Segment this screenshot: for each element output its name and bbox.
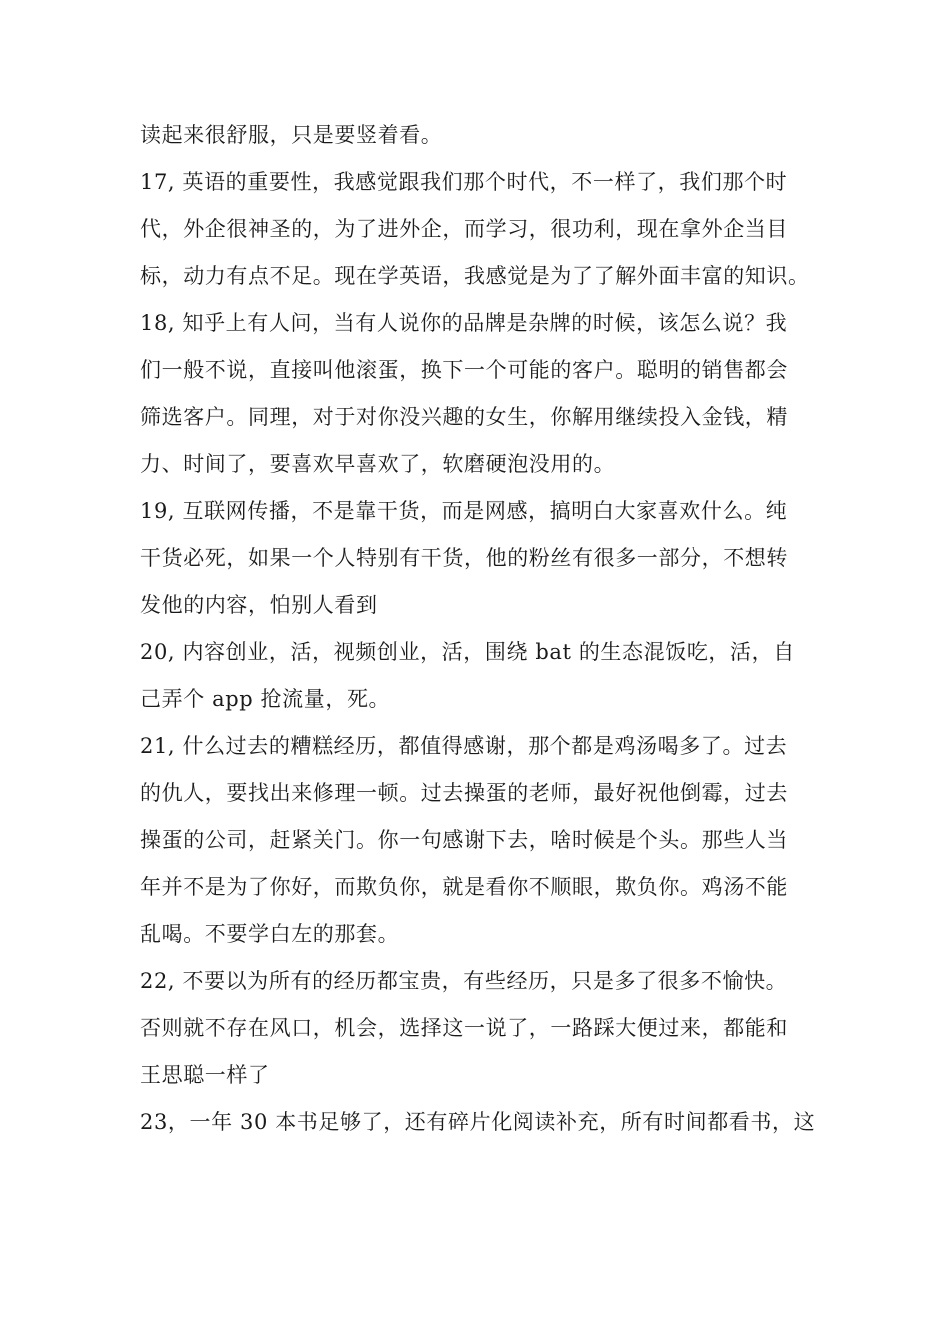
text-line: 23，一年 30 本书足够了，还有碎片化阅读补充，所有时间都看书，这 xyxy=(140,1110,816,1134)
text-line: 操蛋的公司，赶紧关门。你一句感谢下去，啥时候是个头。那些人当 xyxy=(140,828,788,852)
text-line: 19, 互联网传播，不是靠干货，而是网感，搞明白大家喜欢什么。纯 xyxy=(140,499,788,523)
text-line: 20, 内容创业，活，视频创业，活，围绕 bat 的生态混饭吃，活，自 xyxy=(140,640,795,664)
text-line: 们一般不说，直接叫他滚蛋，换下一个可能的客户。聪明的销售都会 xyxy=(140,358,788,382)
text-line: 代，外企很神圣的，为了进外企，而学习，很功利，现在拿外企当目 xyxy=(140,217,788,241)
text-line: 21, 什么过去的糟糕经历，都值得感谢，那个都是鸡汤喝多了。过去 xyxy=(140,734,788,758)
text-line: 发他的内容，怕别人看到 xyxy=(140,593,378,617)
text-line: 乱喝。不要学白左的那套。 xyxy=(140,922,400,946)
text-line: 18, 知乎上有人问，当有人说你的品牌是杂牌的时候，该怎么说？我 xyxy=(140,311,788,335)
text-line: 标，动力有点不足。现在学英语，我感觉是为了了解外面丰富的知识。 xyxy=(140,264,810,288)
text-line: 17, 英语的重要性，我感觉跟我们那个时代，不一样了，我们那个时 xyxy=(140,170,788,194)
text-line: 力、时间了，要喜欢早喜欢了，软磨硬泡没用的。 xyxy=(140,452,616,476)
text-line: 的仇人，要找出来修理一顿。过去操蛋的老师，最好祝他倒霉，过去 xyxy=(140,781,788,805)
text-line: 己弄个 app 抢流量，死。 xyxy=(140,687,391,711)
text-line: 22, 不要以为所有的经历都宝贵，有些经历，只是多了很多不愉快。 xyxy=(140,969,788,993)
text-line: 王思聪一样了 xyxy=(140,1063,270,1087)
text-line: 读起来很舒服，只是要竖着看。 xyxy=(140,123,443,147)
text-line: 干货必死，如果一个人特别有干货，他的粉丝有很多一部分，不想转 xyxy=(140,546,788,570)
text-line: 否则就不存在风口，机会，选择这一说了，一路踩大便过来，都能和 xyxy=(140,1016,788,1040)
document-body xyxy=(140,112,824,1146)
text-line: 筛选客户。同理，对于对你没兴趣的女生，你解用继续投入金钱，精 xyxy=(140,405,788,429)
text-line: 年并不是为了你好，而欺负你，就是看你不顺眼，欺负你。鸡汤不能 xyxy=(140,875,788,899)
